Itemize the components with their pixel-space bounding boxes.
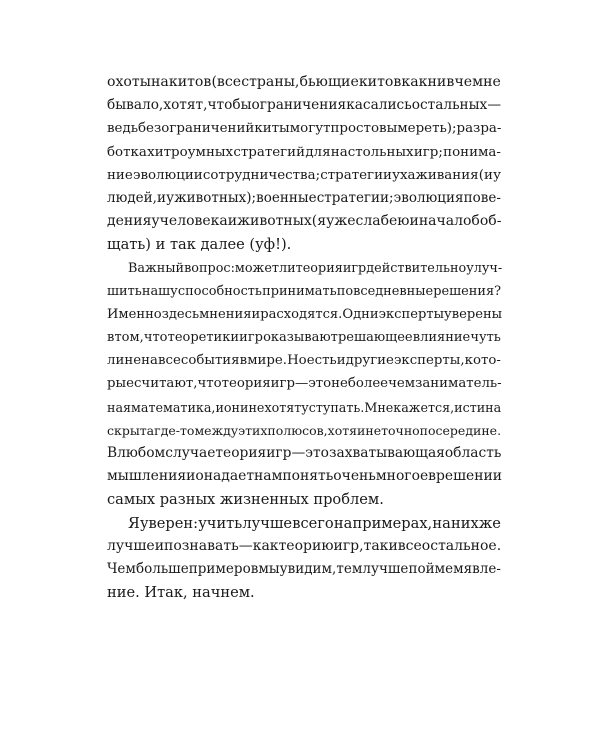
word: понима-	[443, 144, 501, 160]
text-line: ние. Итак, начнем.	[107, 584, 255, 602]
word: ли	[107, 353, 125, 369]
word: повседневные	[336, 283, 434, 299]
text-line	[107, 419, 501, 442]
word: и	[227, 213, 238, 230]
word: Но	[287, 353, 307, 369]
word: есть	[306, 353, 337, 369]
word: случае	[165, 445, 216, 461]
word: и	[357, 422, 366, 438]
word: влияние	[412, 330, 471, 346]
word: китов	[358, 74, 402, 90]
word: математика,	[131, 399, 216, 415]
word: и	[388, 537, 398, 554]
word: Одни	[342, 306, 379, 322]
word: скрыта	[107, 422, 155, 438]
word: в	[107, 330, 115, 346]
word: оказывают	[263, 330, 338, 346]
word: способность	[177, 283, 262, 299]
word: и	[409, 213, 419, 230]
word: игр	[270, 376, 296, 392]
word: у	[166, 189, 175, 206]
word: уступать.	[301, 399, 365, 415]
word: они	[223, 399, 249, 415]
word: мы	[258, 560, 280, 577]
word: хотят	[264, 399, 302, 415]
word: как	[401, 74, 428, 90]
word: эволюция	[393, 189, 464, 206]
word: другие	[345, 353, 394, 369]
word: не	[248, 399, 265, 415]
word: и	[215, 399, 224, 415]
word: ухаживания	[392, 167, 479, 183]
word: у	[493, 167, 501, 183]
word: принимать	[262, 283, 337, 299]
word: на	[151, 74, 169, 90]
word: для	[305, 144, 331, 160]
word: могут	[289, 121, 331, 137]
word: военные	[256, 189, 317, 206]
word: как	[252, 537, 279, 554]
text-line	[107, 141, 501, 164]
text-line	[107, 117, 501, 140]
word: игр,	[333, 537, 364, 554]
word: обоб-	[463, 213, 502, 230]
word: считают,	[133, 376, 198, 392]
word: начал	[418, 213, 463, 230]
text-line: самых разных жизненных проблем.	[107, 491, 384, 509]
word: стратегии;	[316, 189, 394, 206]
text-line	[107, 326, 501, 349]
word: уже	[326, 213, 356, 230]
word: дает	[221, 468, 255, 485]
word: остальных	[411, 97, 488, 114]
word: нашу	[141, 283, 178, 299]
text-line	[107, 558, 501, 581]
word: шить	[107, 283, 142, 299]
word: это	[308, 376, 332, 392]
word: и	[186, 468, 196, 485]
word: улуч-	[466, 260, 503, 276]
word: В	[107, 445, 118, 461]
word: хотя	[327, 422, 358, 438]
word: теорию	[278, 537, 334, 554]
word: пове-	[463, 189, 501, 206]
word: примеров	[188, 560, 259, 577]
word: китов	[168, 74, 212, 90]
word: заниматель-	[415, 376, 502, 392]
body-text	[107, 71, 501, 604]
word: (я	[311, 213, 327, 230]
word: истина	[454, 399, 502, 415]
text-line	[107, 349, 501, 372]
word: в	[428, 468, 436, 485]
word: в	[446, 74, 455, 90]
word: может	[234, 260, 279, 276]
word: игр	[239, 330, 263, 346]
text-line	[107, 210, 501, 233]
word: больше	[136, 560, 189, 577]
text-line	[107, 164, 501, 187]
word: на	[333, 514, 353, 532]
word: всего	[292, 514, 334, 532]
word: страны,	[241, 74, 300, 90]
word: чуть	[470, 330, 501, 346]
word: решения?	[433, 283, 501, 299]
word: не	[124, 353, 142, 369]
word: захватывающая	[328, 445, 445, 461]
word: уверен:	[139, 514, 199, 532]
word: лучше	[362, 560, 409, 577]
word: на	[141, 353, 158, 369]
word: настольных	[330, 144, 414, 160]
word: мире.	[247, 353, 288, 369]
word: —	[238, 537, 253, 554]
word: кажется,	[393, 399, 455, 415]
word: Именно	[107, 306, 162, 322]
word: мнения	[199, 306, 252, 322]
word: тем	[336, 560, 363, 577]
word: ограничения	[251, 97, 347, 114]
word: человека	[159, 213, 228, 230]
word: на	[432, 514, 451, 532]
word: в	[239, 353, 248, 369]
word: ли	[278, 260, 296, 276]
word: расходятся.	[260, 306, 343, 322]
word: более	[347, 376, 389, 392]
word: теория	[215, 445, 267, 461]
word: и	[251, 306, 261, 322]
word: и	[154, 537, 165, 554]
text-line	[107, 442, 501, 465]
word: разра-	[456, 121, 502, 137]
word: она	[195, 468, 222, 485]
word: многое	[375, 468, 429, 485]
word: животных);	[174, 189, 257, 206]
word: теоретики	[167, 330, 240, 346]
word: между	[194, 422, 239, 438]
word: ни	[427, 74, 447, 90]
text-line	[107, 535, 501, 558]
word: что	[143, 330, 168, 346]
word: теория	[295, 260, 343, 276]
word: теория	[221, 376, 271, 392]
word: бывало,	[107, 97, 164, 114]
word: —	[291, 445, 306, 461]
word: ние	[107, 167, 133, 183]
word: вымереть);	[379, 121, 457, 137]
word: людей,	[107, 189, 157, 206]
word: бьющие	[299, 74, 359, 90]
word: действительно	[366, 260, 467, 276]
word: хотят,	[163, 97, 208, 114]
word: эксперты	[378, 306, 444, 322]
word: ограничений	[161, 121, 255, 137]
word: животных	[237, 213, 312, 230]
word: сотрудничества;	[202, 167, 321, 183]
word: так	[363, 537, 389, 554]
word: решающее	[337, 330, 413, 346]
word: это	[305, 445, 329, 461]
word: слабею	[355, 213, 410, 230]
text-line	[107, 396, 501, 419]
text-line	[107, 303, 501, 326]
text-line: щать) и так далее (уф!).	[107, 236, 292, 254]
word: киты	[254, 121, 290, 137]
word: область	[444, 445, 502, 461]
word: Важный	[128, 260, 185, 276]
word: том,	[114, 330, 144, 346]
word: мышления	[107, 468, 187, 485]
word: любом	[117, 445, 166, 461]
word: события	[180, 353, 240, 369]
word: —	[487, 97, 501, 114]
word: остальное.	[421, 537, 502, 554]
word: здесь	[161, 306, 200, 322]
word: ботка	[107, 144, 147, 160]
word: чем	[388, 376, 416, 392]
word: учить	[198, 514, 243, 532]
word: —	[295, 376, 309, 392]
word: чем	[454, 74, 484, 90]
word: познавать	[164, 537, 239, 554]
word: примерах,	[352, 514, 433, 532]
text-line	[107, 257, 501, 280]
word: эксперты,	[393, 353, 465, 369]
word: очень	[333, 468, 376, 485]
word: ведь	[107, 121, 138, 137]
word: касались	[346, 97, 412, 114]
text-line	[107, 94, 501, 117]
word: ная	[107, 399, 132, 415]
word: решении	[436, 468, 503, 485]
word: этих	[238, 422, 268, 438]
word: что	[197, 376, 222, 392]
word: все	[397, 537, 422, 554]
word: где-то	[154, 422, 195, 438]
word: чтобы	[207, 97, 252, 114]
word: (все	[211, 74, 242, 90]
word: дения	[107, 213, 152, 230]
word: эволюции	[132, 167, 203, 183]
word: (и	[478, 167, 493, 183]
word: вопрос:	[184, 260, 235, 276]
word: Я	[128, 514, 140, 532]
word: Мне	[364, 399, 394, 415]
word: хитроумных	[147, 144, 234, 160]
word: посередине.	[419, 422, 502, 438]
text-line	[107, 187, 501, 210]
word: кото-	[464, 353, 501, 369]
word: и	[157, 189, 167, 206]
word: полюсов,	[267, 422, 328, 438]
text-line	[107, 280, 501, 303]
word: увидим,	[279, 560, 337, 577]
word: игр	[342, 260, 367, 276]
word: понять	[282, 468, 334, 485]
word: лучше	[107, 537, 155, 554]
word: стратегии	[320, 167, 392, 183]
text-line	[107, 465, 501, 488]
word: же	[478, 514, 501, 532]
word: уверены	[444, 306, 503, 322]
word: у	[151, 213, 160, 230]
word: все	[158, 353, 181, 369]
word: поймем	[408, 560, 464, 577]
word: рые	[107, 376, 134, 392]
word: охоты	[107, 74, 151, 90]
word: просто	[330, 121, 380, 137]
text-line	[107, 512, 501, 535]
word: Чем	[107, 560, 136, 577]
word: не	[331, 376, 348, 392]
word: лучше	[242, 514, 293, 532]
word: них	[450, 514, 479, 532]
word: не	[483, 74, 501, 90]
word: без	[138, 121, 162, 137]
word: явле-	[463, 560, 501, 577]
word: не	[365, 422, 382, 438]
word: нам	[254, 468, 283, 485]
word: игр;	[413, 144, 443, 160]
word: стратегий	[233, 144, 306, 160]
text-line	[107, 71, 501, 94]
text-line	[107, 372, 501, 395]
word: и	[336, 353, 346, 369]
word: точно	[381, 422, 420, 438]
word: игр	[266, 445, 292, 461]
